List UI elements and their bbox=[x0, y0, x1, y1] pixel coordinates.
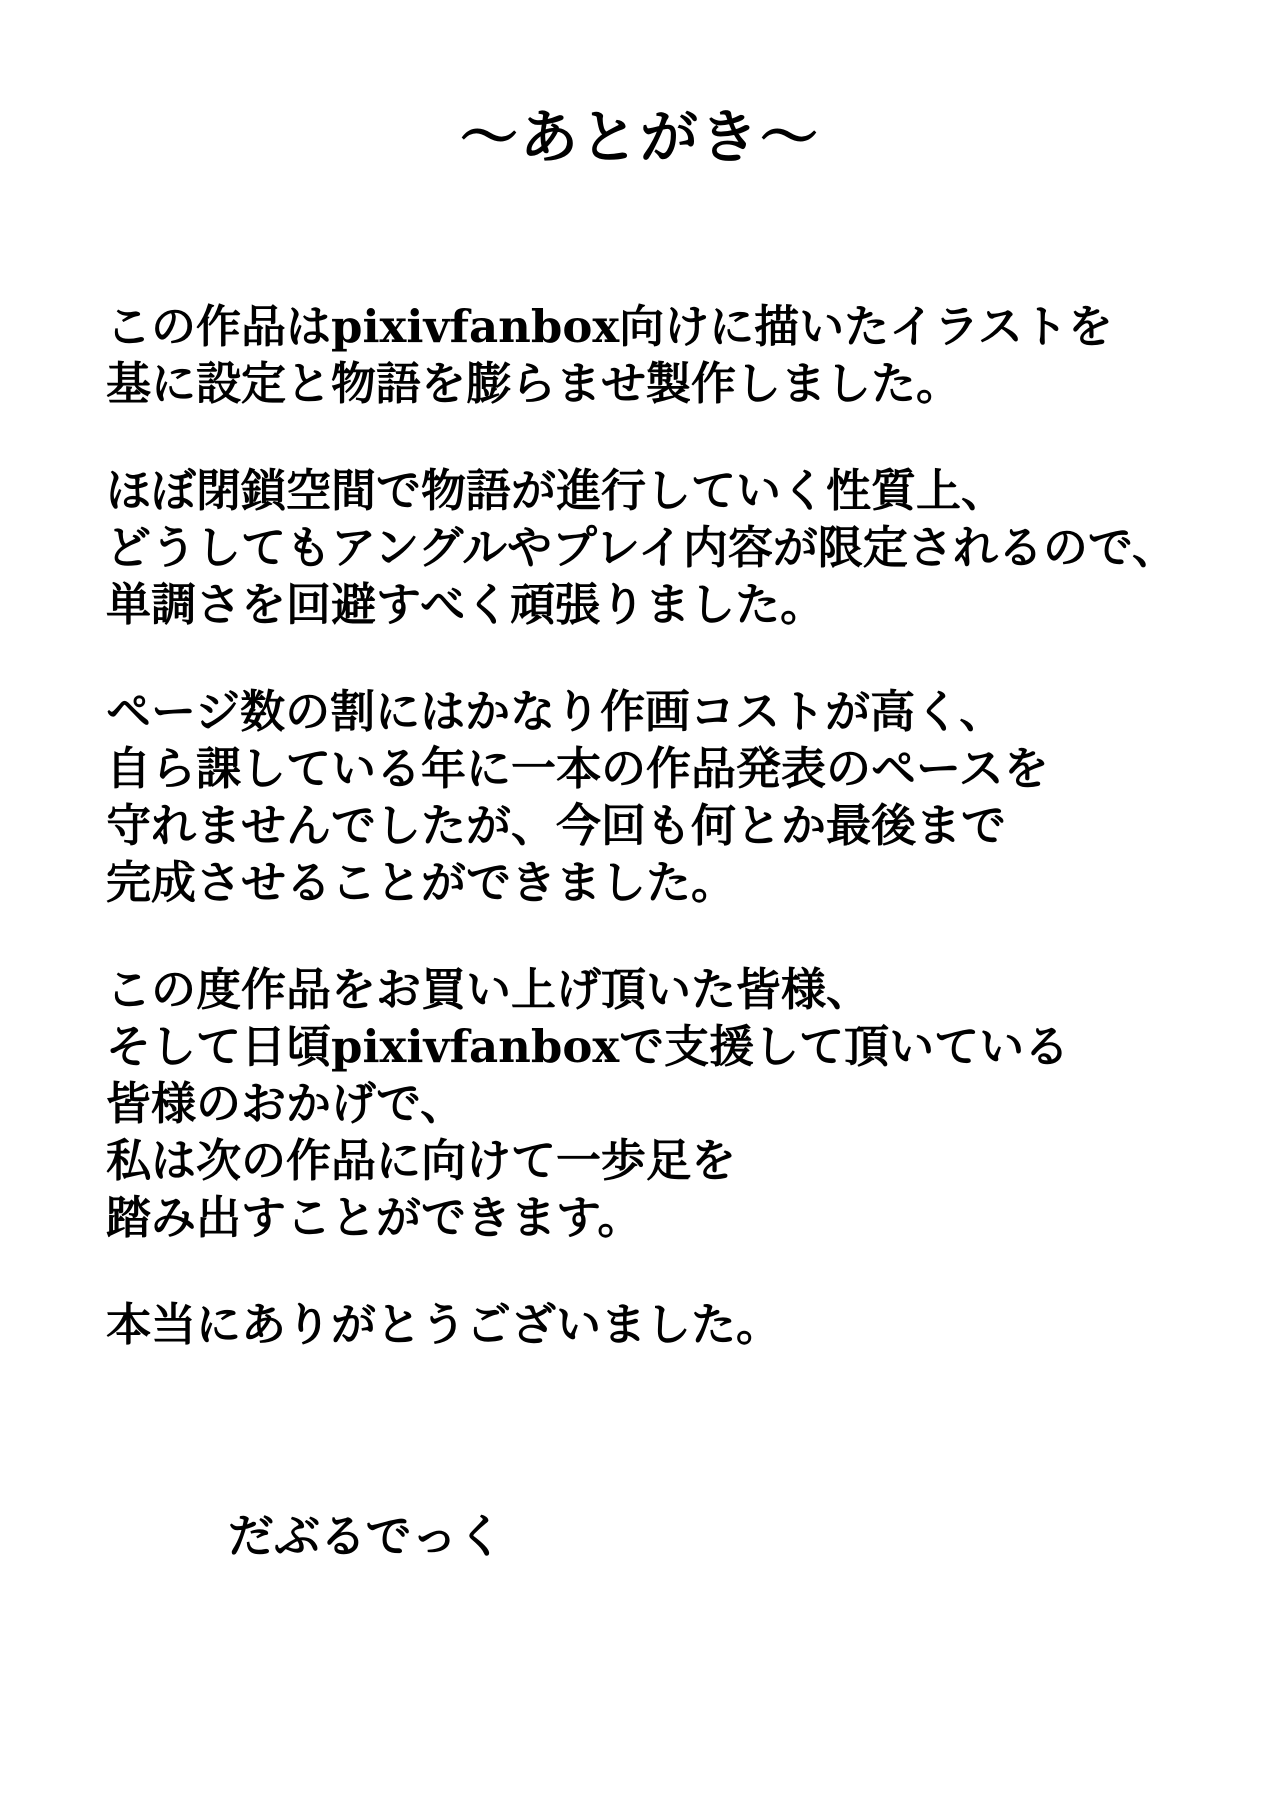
text-line: ほぼ閉鎖空間で物語が進行していく性質上、 bbox=[106, 464, 1007, 517]
text-line: 踏み出すことができます。 bbox=[106, 1191, 643, 1244]
paragraph-3 bbox=[106, 683, 1220, 911]
text-line: 私は次の作品に向けて一歩足を bbox=[106, 1134, 737, 1187]
text-line: 完成させることができました。 bbox=[106, 856, 737, 909]
paragraph-1 bbox=[106, 298, 1220, 412]
text-line: そして日頃pixivfanboxで支援して頂いている bbox=[106, 1020, 1070, 1073]
page-title: ～あとがき～ bbox=[459, 103, 820, 171]
text-line: 基に設定と物語を膨らませ製作しました。 bbox=[106, 357, 962, 410]
text-line: 皆様のおかげで、 bbox=[106, 1077, 466, 1130]
text-line: どうしてもアングルやプレイ内容が限定されるので、 bbox=[106, 521, 1178, 574]
text-line: 本当にありがとうございました。 bbox=[106, 1298, 782, 1351]
paragraph-2 bbox=[106, 462, 1220, 633]
author-signature: だぶるでっく bbox=[228, 1509, 504, 1563]
text-line: この度作品をお買い上げ頂いた皆様、 bbox=[106, 963, 872, 1016]
text-line: 守れませんでしたが、今回も何とか最後まで bbox=[106, 799, 1007, 852]
text-line: この作品はpixivfanbox向けに描いたイラストを bbox=[106, 300, 1113, 353]
afterword-body bbox=[0, 298, 1280, 1565]
text-line: 単調さを回避すべく頑張りました。 bbox=[106, 578, 826, 631]
paragraph-5 bbox=[106, 1296, 1220, 1353]
text-line: ページ数の割にはかなり作画コストが高く、 bbox=[106, 685, 1005, 738]
text-line: 自ら課している年に一本の作品発表のペースを bbox=[106, 742, 1049, 795]
paragraph-4 bbox=[106, 961, 1220, 1246]
